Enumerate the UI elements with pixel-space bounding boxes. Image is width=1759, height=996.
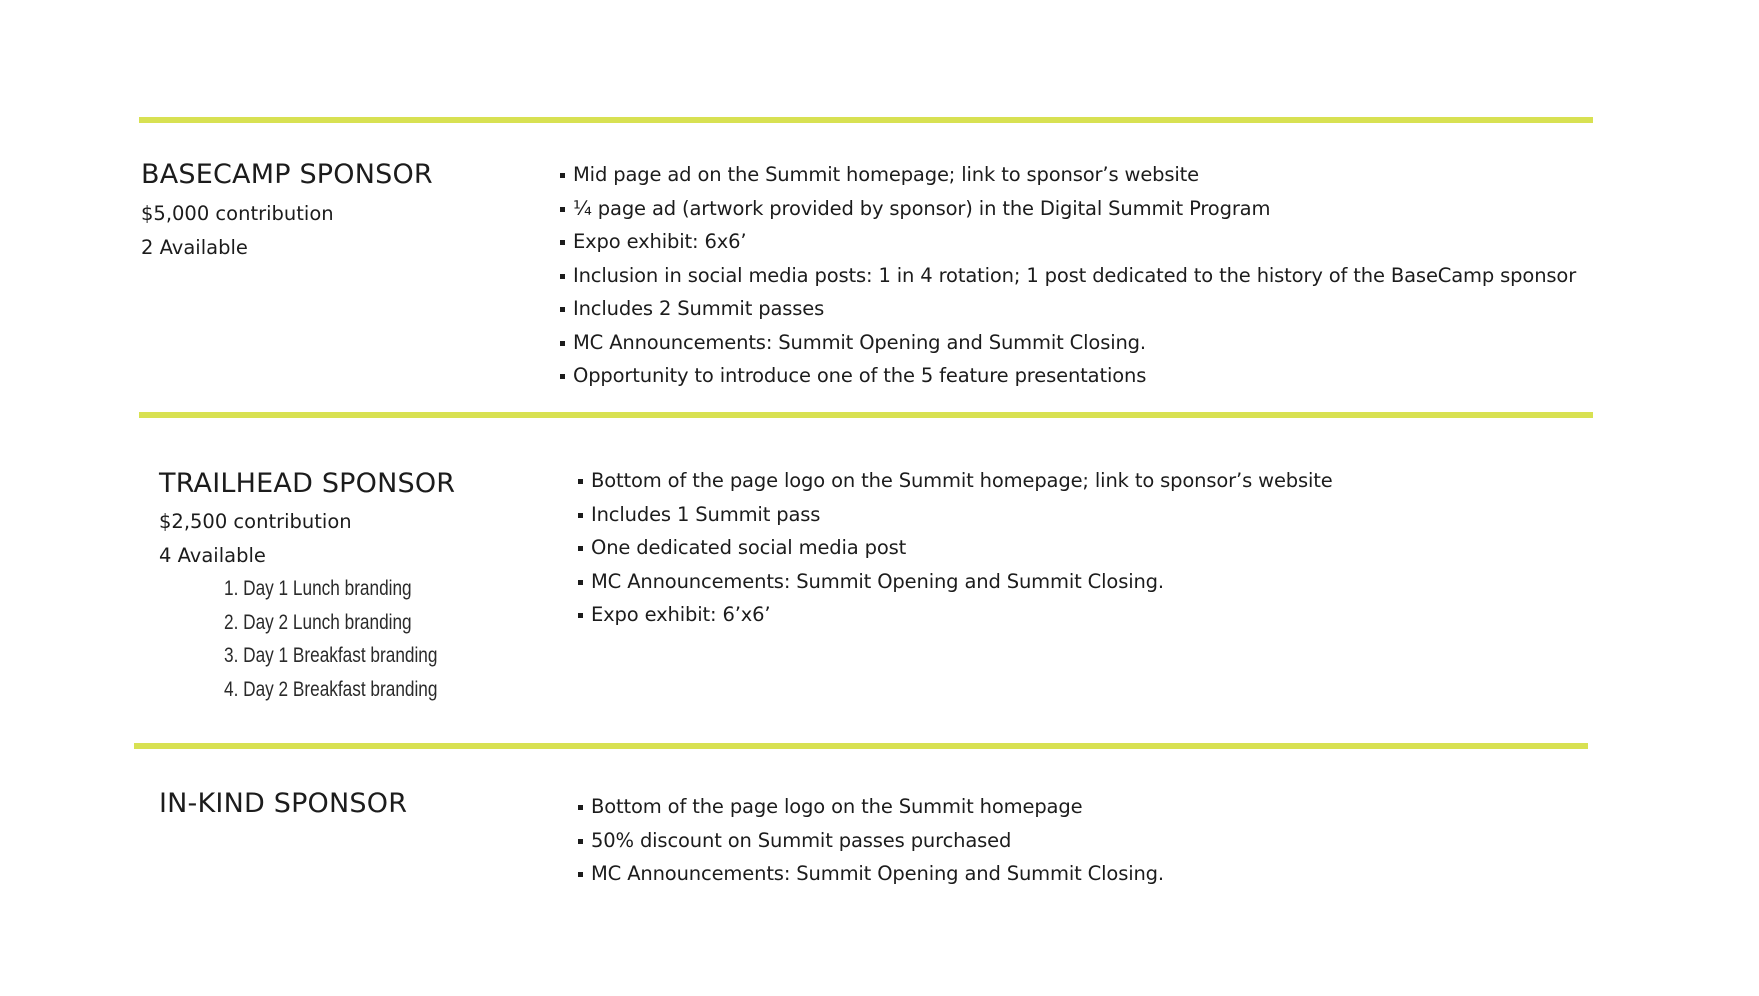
bullet-square-icon	[578, 479, 583, 484]
tier-contribution: $2,500 contribution	[159, 510, 352, 533]
tier-details	[159, 505, 352, 572]
tier-details	[141, 197, 334, 264]
section-divider-basecamp-top	[139, 117, 1593, 123]
bullet-square-icon	[578, 872, 583, 877]
benefit-item: Expo exhibit: 6x6’	[560, 225, 1576, 259]
tier-benefits-list	[560, 158, 1576, 393]
benefit-item: Includes 1 Summit pass	[578, 498, 1333, 532]
tier-title: BASECAMP SPONSOR	[141, 159, 433, 190]
bullet-square-icon	[578, 805, 583, 810]
bullet-square-icon	[578, 839, 583, 844]
tier-contribution: $5,000 contribution	[141, 202, 334, 225]
tier-options-list	[224, 572, 437, 706]
bullet-square-icon	[560, 374, 565, 379]
benefit-item: Expo exhibit: 6’x6’	[578, 598, 1333, 632]
bullet-square-icon	[560, 207, 565, 212]
benefit-item: Includes 2 Summit passes	[560, 292, 1576, 326]
option-item: 4. Day 2 Breakfast branding	[224, 677, 438, 701]
tier-title: TRAILHEAD SPONSOR	[159, 468, 456, 499]
bullet-square-icon	[578, 580, 583, 585]
bullet-square-icon	[560, 341, 565, 346]
benefit-item: ¼ page ad (artwork provided by sponsor) in the Digital Summit Program	[560, 192, 1576, 226]
option-item: 2. Day 2 Lunch branding	[224, 610, 412, 634]
benefit-item: MC Announcements: Summit Opening and Summit Closing.	[578, 565, 1333, 599]
bullet-square-icon	[560, 240, 565, 245]
section-divider-trailhead-top	[139, 412, 1593, 418]
benefit-item: Bottom of the page logo on the Summit homepage; link to sponsor’s website	[578, 464, 1333, 498]
bullet-square-icon	[578, 513, 583, 518]
benefit-item: One dedicated social media post	[578, 531, 1333, 565]
bullet-square-icon	[560, 173, 565, 178]
bullet-square-icon	[578, 546, 583, 551]
bullet-square-icon	[578, 613, 583, 618]
tier-benefits-list	[578, 464, 1333, 632]
section-divider-inkind-top	[134, 743, 1588, 749]
tier-availability: 2 Available	[141, 235, 248, 259]
tier-benefits-list	[578, 790, 1164, 891]
benefit-item: Inclusion in social media posts: 1 in 4 rotation; 1 post dedicated to the history of the BaseCamp sponsor	[560, 259, 1576, 293]
benefit-item: 50% discount on Summit passes purchased	[578, 824, 1164, 858]
benefit-item: Mid page ad on the Summit homepage; link to sponsor’s website	[560, 158, 1576, 192]
bullet-square-icon	[560, 307, 565, 312]
option-item: 3. Day 1 Breakfast branding	[224, 644, 438, 667]
tier-title: IN-KIND SPONSOR	[159, 788, 408, 819]
option-item: 1. Day 1 Lunch branding	[224, 577, 412, 600]
benefit-item: MC Announcements: Summit Opening and Summit Closing.	[578, 857, 1164, 891]
benefit-item: Bottom of the page logo on the Summit homepage	[578, 790, 1164, 824]
bullet-square-icon	[560, 274, 565, 279]
tier-availability: 4 Available	[159, 543, 266, 567]
benefit-item: Opportunity to introduce one of the 5 feature presentations	[560, 359, 1576, 393]
benefit-item: MC Announcements: Summit Opening and Summit Closing.	[560, 326, 1576, 360]
